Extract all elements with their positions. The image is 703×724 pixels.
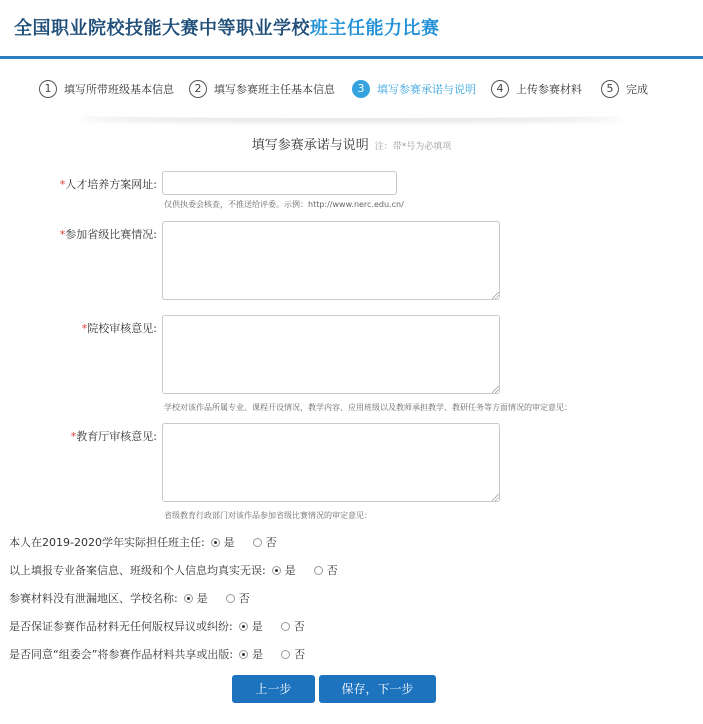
step-progress (0, 72, 703, 106)
radio-yes[interactable]: 是 (272, 562, 296, 578)
radio-unchecked-icon (226, 594, 235, 603)
radio-unchecked-icon (281, 650, 290, 659)
section-title: 填写参赛承诺与说明 注：带*号为必填项 (251, 138, 452, 153)
radio-unchecked-icon (281, 622, 290, 631)
header-divider (0, 56, 703, 59)
step-1 (39, 78, 174, 100)
step-label: 上传参赛材料 (516, 83, 582, 96)
step-label: 填写所带班级基本信息 (64, 83, 174, 96)
step-number: 4 (491, 80, 509, 98)
radio-yes[interactable]: 是 (211, 534, 235, 550)
required-note: 注：带*号为必填项 (374, 142, 452, 152)
school-review-textarea[interactable] (162, 315, 500, 394)
radio-no[interactable]: 否 (281, 618, 305, 634)
radio-yes[interactable]: 是 (239, 618, 263, 634)
radio-unchecked-icon (314, 566, 323, 575)
school-review-label: *院校审核意见: (81, 322, 157, 335)
question-row (9, 617, 305, 635)
url-hint: 仅供执委会核查，不推送给评委。示例：http://www.nerc.edu.cn/ (164, 200, 404, 209)
radio-no[interactable]: 否 (226, 590, 250, 606)
question-text: 是否保证参赛作品材料无任何版权异议或纠纷: (9, 620, 233, 633)
step-number: 2 (189, 80, 207, 98)
provincial-label: *参加省级比赛情况: (59, 228, 157, 241)
radio-yes[interactable]: 是 (239, 646, 263, 662)
url-input[interactable] (162, 171, 397, 195)
save-next-button[interactable]: 保存，下一步 (319, 675, 436, 703)
radio-no[interactable]: 否 (253, 534, 277, 550)
edu-review-hint: 省级教育行政部门对该作品参加省级比赛情况的审定意见： (164, 511, 372, 520)
step-2 (189, 78, 335, 100)
step-5 (601, 78, 648, 100)
radio-no[interactable]: 否 (314, 562, 338, 578)
step-shadow (80, 112, 623, 118)
url-label: *人才培养方案网址: (59, 178, 157, 191)
step-3 (352, 78, 476, 100)
radio-checked-icon (184, 594, 193, 603)
radio-checked-icon (272, 566, 281, 575)
page-title-highlight: 班主任能力比赛 (310, 18, 440, 39)
edu-review-label: *教育厅审核意见: (70, 430, 157, 443)
page-title: 全国职业院校技能大赛中等职业学校班主任能力比赛 (14, 18, 440, 39)
resize-handle-icon[interactable] (492, 386, 499, 393)
provincial-textarea[interactable] (162, 221, 500, 300)
radio-checked-icon (211, 538, 220, 547)
question-row (9, 533, 277, 551)
radio-yes[interactable]: 是 (184, 590, 208, 606)
question-row (9, 561, 338, 579)
page-header (0, 0, 703, 58)
radio-no[interactable]: 否 (281, 646, 305, 662)
step-label: 完成 (626, 83, 648, 96)
step-label: 填写参赛班主任基本信息 (214, 83, 335, 96)
question-text: 是否同意“组委会”将参赛作品材料共享或出版: (9, 648, 234, 661)
step-number: 1 (39, 80, 57, 98)
question-text: 以上填报专业备案信息、班级和个人信息均真实无误: (9, 564, 266, 577)
radio-unchecked-icon (253, 538, 262, 547)
step-label: 填写参赛承诺与说明 (377, 83, 476, 96)
question-text: 参赛材料没有泄漏地区、学校名称: (9, 592, 178, 605)
resize-handle-icon[interactable] (492, 292, 499, 299)
edu-review-textarea[interactable] (162, 423, 500, 502)
resize-handle-icon[interactable] (492, 494, 499, 501)
step-number: 3 (352, 80, 370, 98)
school-review-hint: 学校对该作品所属专业、课程开设情况，教学内容、应用班级以及教师承担教学、教研任务等方面情况的审定意见： (164, 403, 572, 412)
provincial-wrapper (162, 221, 500, 300)
edu-review-wrapper (162, 423, 500, 502)
school-review-wrapper (162, 315, 500, 394)
step-4 (491, 78, 582, 100)
radio-checked-icon (239, 622, 248, 631)
question-row (9, 589, 250, 607)
question-row (9, 645, 305, 663)
prev-button[interactable]: 上一步 (232, 675, 315, 703)
radio-checked-icon (239, 650, 248, 659)
question-text: 本人在2019-2020学年实际担任班主任: (9, 536, 205, 549)
step-number: 5 (601, 80, 619, 98)
